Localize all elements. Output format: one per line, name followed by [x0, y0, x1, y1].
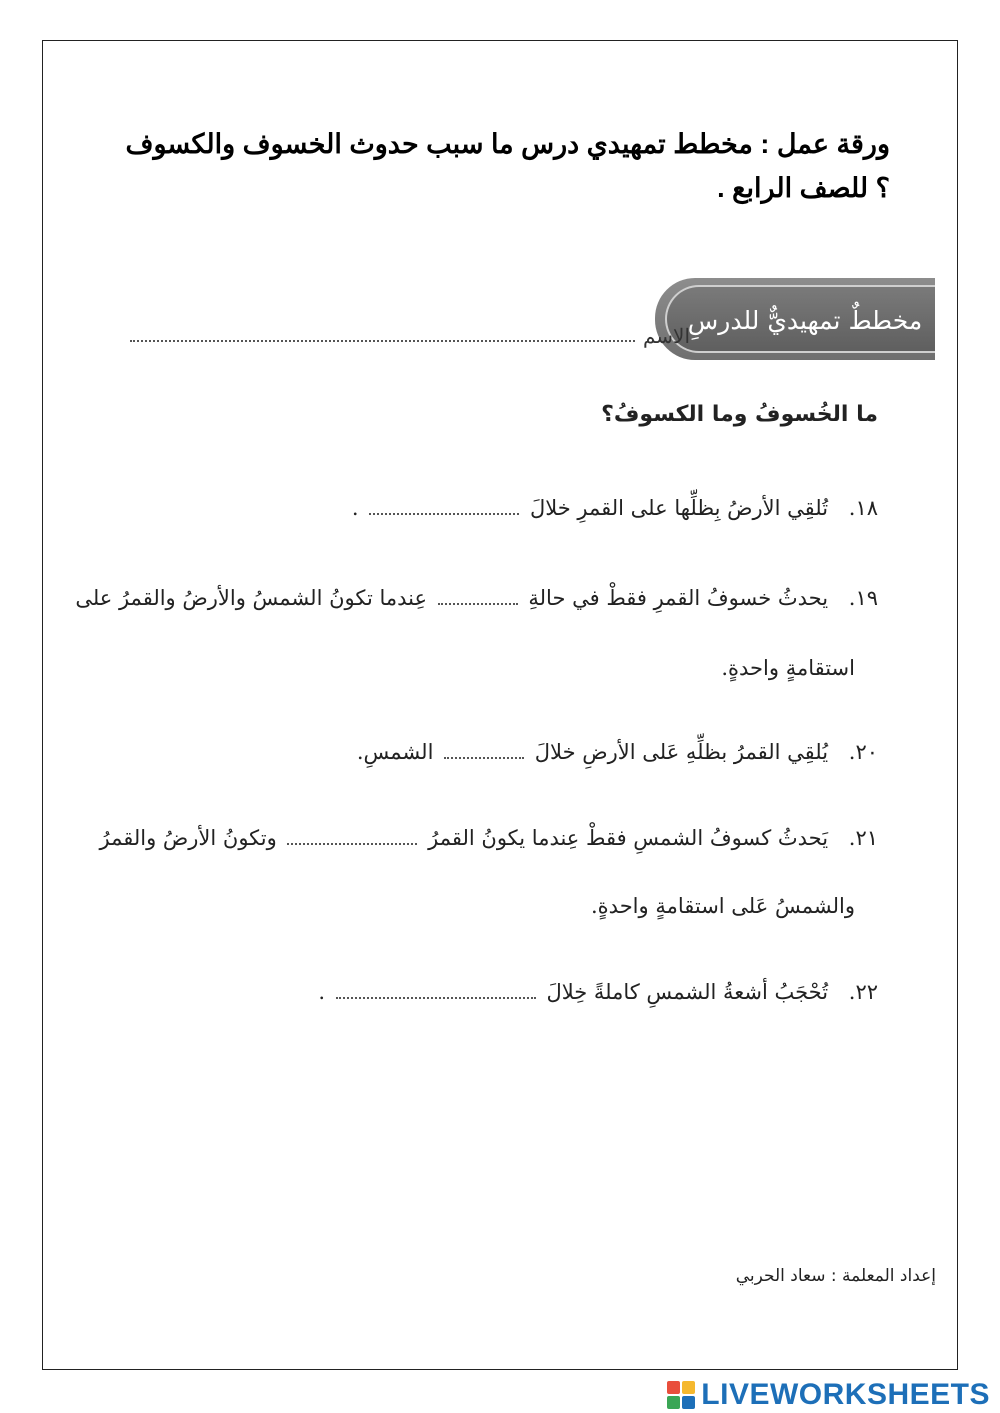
- name-field-row: [130, 318, 690, 358]
- name-label: الاسم: [642, 324, 690, 348]
- question-text-end: الشمسِ.: [356, 740, 434, 764]
- question-19-line2: استقامةٍ واحدةٍ.: [721, 656, 855, 680]
- answer-blank[interactable]: [287, 829, 417, 845]
- question-21: [100, 826, 879, 850]
- question-text: تُحْجَبُ أشعةُ الشمسِ كاملةً خِلالَ: [546, 980, 829, 1004]
- liveworksheets-logo: [667, 1378, 990, 1412]
- question-19: [75, 586, 878, 610]
- question-number: ١٨.: [848, 496, 878, 520]
- question-text-end: .: [351, 496, 359, 520]
- page-title: ورقة عمل : مخطط تمهيدي درس ما سبب حدوث الخسوف والكسوف ؟ للصف الرابع .: [125, 129, 890, 203]
- page-border: [42, 40, 958, 1370]
- question-text: يحدثُ خسوفُ القمرِ فقطْ في حالةِ: [528, 586, 829, 610]
- question-21-line2: والشمسُ عَلى استقامةٍ واحدةٍ.: [591, 894, 855, 918]
- section-heading: ما الخُسوفُ وما الكسوفُ؟: [601, 402, 878, 427]
- answer-blank[interactable]: [444, 743, 524, 759]
- answer-blank[interactable]: [369, 499, 519, 515]
- question-text-end: .: [318, 980, 326, 1004]
- question-number: ١٩.: [848, 586, 878, 610]
- question-20: [357, 740, 878, 764]
- question-text: يَحدثُ كسوفُ الشمسِ فقطْ عِندما يكونُ القمرُ: [428, 826, 829, 850]
- lesson-banner-label: مخططٌ تمهيديٌّ للدرسِ: [687, 306, 923, 335]
- answer-blank[interactable]: [336, 983, 536, 999]
- question-text-end: وتكونُ الأرضُ والقمرُ: [99, 826, 277, 850]
- name-input-line[interactable]: [130, 340, 635, 342]
- question-number: ٢٢.: [848, 980, 878, 1004]
- question-text-end: عِندما تكونُ الشمسُ والأرضُ والقمرُ على: [75, 586, 428, 610]
- question-text: يُلقِي القمرُ بظلِّهِ عَلى الأرضِ خلالَ: [534, 740, 829, 764]
- teacher-credit: إعداد المعلمة : سعاد الحربي: [735, 1266, 936, 1286]
- question-18: [352, 496, 878, 520]
- question-number: ٢٠.: [848, 740, 878, 764]
- liveworksheets-wordmark: LIVEWORKSHEETS: [701, 1378, 990, 1411]
- question-text: تُلقِي الأرضُ بِظلِّها على القمرِ خلالَ: [529, 496, 829, 520]
- answer-blank[interactable]: [438, 589, 518, 605]
- question-number: ٢١.: [848, 826, 878, 850]
- liveworksheets-icon: [667, 1381, 695, 1409]
- question-22: [318, 980, 878, 1004]
